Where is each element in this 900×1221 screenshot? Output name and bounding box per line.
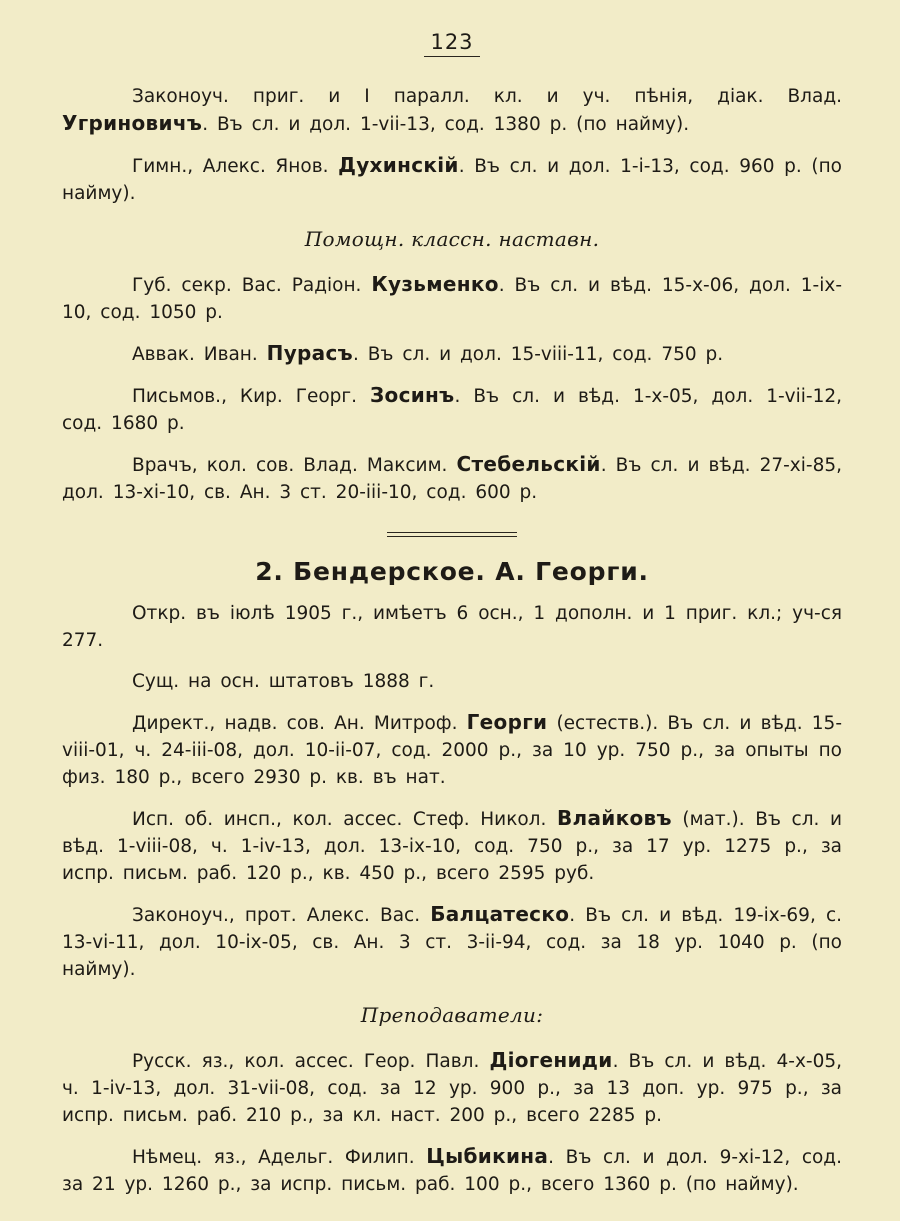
person-name: Діогениди: [489, 1048, 613, 1072]
entry-opening-info: Откр. въ іюлѣ 1905 г., имѣетъ 6 осн., 1 дополн. и 1 приг. кл.; уч-ся 277.: [62, 603, 842, 651]
entry-zosin: Письмов., Кир. Георг. Зосинъ. Въ сл. и вѣд. 1-x-05, дол. 1-vii-12, сод. 1680 р.: [62, 383, 842, 434]
entry-stebelsky: Врачъ, кол. сов. Влад. Максим. Стебельскій. Въ сл. и вѣд. 27-xi-85, дол. 13-xi-10, св. Ан. 3 ст. 20-iii-10, сод. 600 р.: [62, 452, 842, 503]
person-name: Цыбикина: [426, 1144, 549, 1168]
entry-diogenidi: Русск. яз., кол. ассес. Геор. Павл. Діогениди. Въ сл. и вѣд. 4-x-05, ч. 1-iv-13, дол. 31-vii-08, сод. за 12 ур. 900 р., за 13 доп. ур. 975 р., за испр. письм. раб. 210 р., за кл. наст. 200 р., всего 2285 р.: [62, 1048, 842, 1126]
entry-dukhinsky: Гимн., Алекс. Янов. Духинскій. Въ сл. и дол. 1-i-13, сод. 960 р. (по найму).: [62, 153, 842, 204]
person-name: Угриновичъ: [62, 111, 203, 135]
entry-staff-basis: Сущ. на осн. штатовъ 1888 г.: [132, 671, 435, 692]
entry-kuzmenko: Губ. секр. Вас. Радіон. Кузьменко. Въ сл. и вѣд. 15-x-06, дол. 1-ix-10, сод. 1050 р.: [62, 272, 842, 323]
person-name: Георги: [466, 710, 548, 734]
entry-baltsatesko: Законоуч., прот. Алекс. Вас. Балцатеско. Въ сл. и вѣд. 19-ix-69, с. 13-vi-11, дол. 10-ix-05, св. Ан. 3 ст. 3-ii-94, сод. за 18 ур. 1040 р. (по найму).: [62, 902, 842, 980]
person-name: Зосинъ: [370, 383, 455, 407]
subheading-teachers: Преподаватели:: [360, 1003, 544, 1027]
person-name: Кузьменко: [371, 272, 499, 296]
entry-ugrinovich: Законоуч. приг. и I паралл. кл. и уч. пѣнія, діак. Влад. Угриновичъ. Въ сл. и дол. 1-vii-13, сод. 1380 р. (по найму).: [62, 86, 842, 135]
page-number: 123: [62, 0, 842, 57]
entry-georgi: Директ., надв. сов. Ан. Митроф. Георги (естеств.). Въ сл. и вѣд. 15-viii-01, ч. 24-iii-08, дол. 10-ii-07, сод. 2000 р., за 10 ур. 750 р., за опыты по физ. 180 р., всего 2930 р. кв. въ нат.: [62, 710, 842, 788]
section-title: 2. Бендерское. А. Георги.: [255, 557, 649, 586]
entry-puras: Аввак. Иван. Пурасъ. Въ сл. и дол. 15-viii-11, сод. 750 р.: [132, 341, 724, 365]
person-name: Пурасъ: [266, 341, 353, 365]
entry-vlaikov: Исп. об. инсп., кол. ассес. Стеф. Никол. Влайковъ (мат.). Въ сл. и вѣд. 1-viii-08, ч. 1-iv-13, дол. 13-ix-10, сод. 750 р., за 17 ур. 1275 р., за испр. письм. раб. 120 р., кв. 450 р., всего 2595 руб.: [62, 806, 842, 884]
person-name: Стебельскій: [456, 452, 601, 476]
person-name: Духинскій: [338, 153, 459, 177]
entry-tsybikina: Нѣмец. яз., Адельг. Филип. Цыбикина. Въ сл. и дол. 9-xi-12, сод. за 21 ур. 1260 р., за испр. письм. раб. 100 р., всего 1360 р. (по найму).: [62, 1144, 842, 1195]
person-name: Влайковъ: [556, 806, 672, 830]
person-name: Балцатеско: [430, 902, 570, 926]
section-divider: [387, 532, 517, 537]
subheading-assistant-tutors: Помощн. классн. наставн.: [304, 227, 600, 251]
